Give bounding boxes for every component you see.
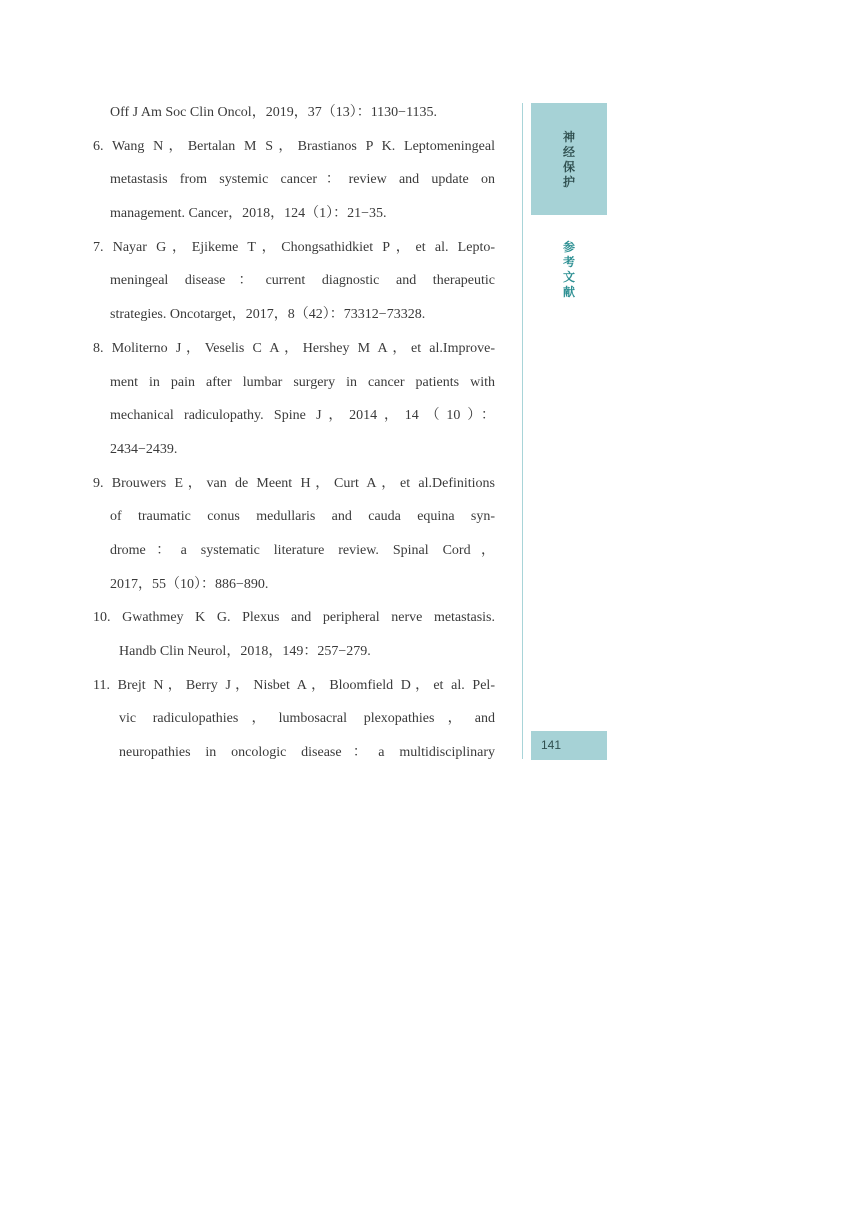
reference-line: Handb Clin Neurol，2018，149：257−279.	[119, 644, 371, 659]
reference-line: drome：a systematic literature review. Spinal Cord，	[110, 542, 495, 558]
reference-line: 6. Wang N，Bertalan M S，Brastianos P K. Leptomeningeal	[93, 138, 495, 154]
page-number-tab	[531, 731, 607, 760]
reference-line: ment in pain after lumbar surgery in cancer patients with	[110, 374, 495, 390]
reference-line: mechanical radiculopathy. Spine J，2014，14（10）：	[110, 408, 495, 424]
subsection-char: 参	[562, 240, 575, 254]
reference-line: 10. Gwathmey K G. Plexus and peripheral nerve metastasis.	[93, 610, 495, 626]
reference-line: 9. Brouwers E，van de Meent H，Curt A，et al.Definitions	[93, 475, 495, 491]
page-number: 141	[541, 738, 562, 752]
reference-line: 2017，55（10）：886−890.	[110, 576, 269, 592]
section-char: 保	[562, 160, 575, 174]
reference-line: metastasis from systemic cancer：review and update on	[110, 172, 495, 188]
reference-line: strategies. Oncotarget，2017，8（42）：73312−73328.	[110, 307, 426, 323]
reference-line: meningeal disease：current diagnostic and therapeutic	[110, 273, 495, 289]
reference-line: neuropathies in oncologic disease：a multidisciplinary	[119, 745, 495, 761]
section-char: 经	[562, 145, 575, 159]
column-divider	[522, 103, 523, 759]
subsection-char: 文	[562, 270, 575, 284]
subsection-label	[531, 240, 607, 300]
subsection-char: 献	[562, 285, 575, 299]
reference-line: Off J Am Soc Clin Oncol，2019，37（13）：1130−1135.	[110, 105, 438, 120]
reference-line: 7. Nayar G，Ejikeme T，Chongsathidkiet P，et al. Lepto-	[93, 239, 495, 255]
reference-line: 8. Moliterno J，Veselis C A，Hershey M A，et al.Improve-	[93, 340, 495, 356]
subsection-char: 考	[562, 255, 575, 269]
reference-line: vic radiculopathies，lumbosacral plexopathies，and	[119, 711, 495, 727]
reference-line: 11. Brejt N，Berry J，Nisbet A，Bloomfield D，et al. Pel-	[93, 677, 495, 693]
section-char: 护	[562, 175, 575, 189]
reference-line: of traumatic conus medullaris and cauda equina syn-	[110, 509, 495, 525]
reference-line: management. Cancer，2018，124（1）：21−35.	[110, 206, 387, 222]
reference-line: 2434−2439.	[110, 441, 178, 457]
section-tab	[531, 103, 607, 215]
reference-list	[93, 96, 495, 770]
section-char: 神	[562, 130, 575, 144]
section-tab-label	[531, 130, 607, 190]
